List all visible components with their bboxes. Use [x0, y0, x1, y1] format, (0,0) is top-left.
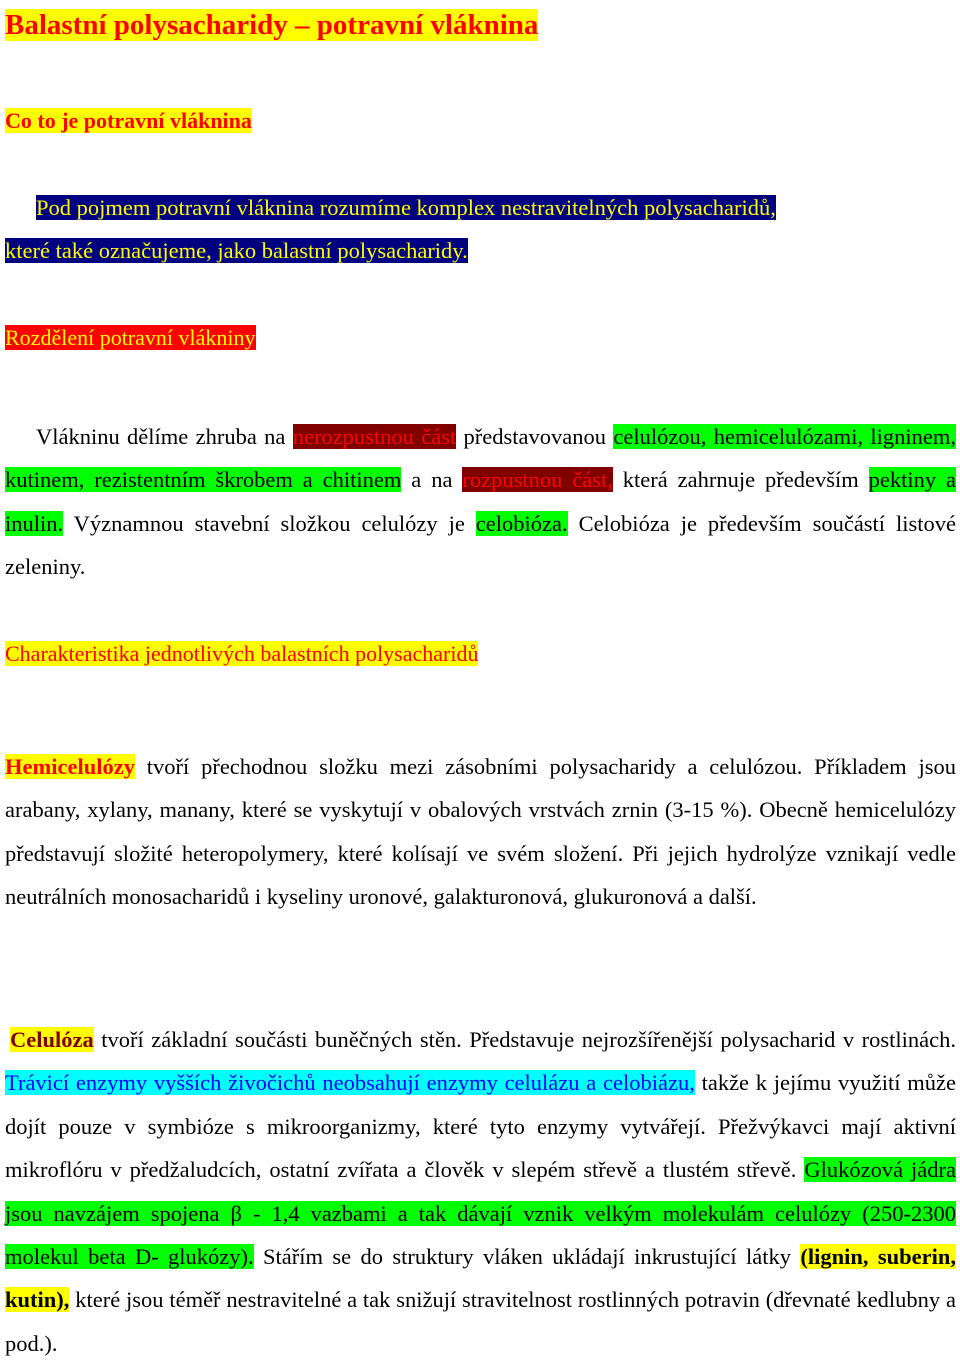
cellulose-text-b: takže k jejímu využití může dojít pouze v symbióze s mikroorganizmy, které tyto enzymy vytvářejí. Přežvýkavci mají aktivní mikroflóru v předžaludcích, ostatní zvířata a člověk v slepém střevě a tlustém střevě. [5, 1070, 956, 1183]
classification-text-c: a na [401, 467, 463, 493]
glucose-bonds-highlight: Glukózová jádra jsou navzájem spojena β - 1,4 vazbami a tak dávají vznik velkým molekulám celulózy (250-2300 molekul beta D- glukózy). [5, 1157, 957, 1270]
encrusting-substances-highlight: (lignin, suberin, kutin), [5, 1244, 957, 1313]
hemicellulose-paragraph [5, 745, 956, 919]
section-heading-definition [5, 106, 956, 136]
cellulose-text-d: které jsou téměř nestravitelné a tak snižují stravitelnost rostlinných potravin (dřevnaté kedlubny a pod.). [5, 1287, 956, 1356]
cellulose-paragraph [5, 1018, 956, 1365]
hemicellulose-text: tvoří přechodnou složku mezi zásobními polysacharidy a celulózou. Příkladem jsou arabany, xylany, manany, které se vyskytují v obalových vrstvách zrnin (3-15 %). Obecně hemicelulózy představují složité heteropolymery, které kolísají ve svém složení. Při jejich hydrolýze vznikají vedle neutrálních monosacharidů i kyseliny uronové, galakturonová, glukuronová a další. [5, 754, 956, 910]
insoluble-part-highlight: nerozpustnou část [292, 424, 457, 449]
soluble-components-highlight: pektiny a inulin. [5, 467, 956, 536]
section-heading-classification-text: Rozdělení potravní vlákniny [5, 325, 256, 350]
cellulose-text-a: tvoří základní součásti buněčných stěn. Představuje nejrozšířenější polysacharid v rostlinách. [93, 1027, 956, 1052]
section-heading-definition-text: Co to je potravní vláknina [5, 108, 252, 133]
classification-text-b: představovanou [456, 424, 614, 449]
document-title [5, 2, 956, 48]
enzymes-highlight: Trávicí enzymy vyšších živočichů neobsahují enzymy celulázu a celobiázu, [5, 1070, 695, 1096]
section-heading-classification [5, 323, 956, 353]
definition-paragraph [5, 186, 956, 273]
cellulose-text-c: Stářím se do struktury vláken ukládají inkrustující látky [253, 1244, 801, 1270]
cellulose-term: Celulóza [10, 1027, 94, 1052]
classification-paragraph [5, 415, 956, 589]
classification-text-e: Významnou stavební složkou celulózy je [63, 510, 476, 536]
celobioza-highlight: celobióza. [475, 510, 568, 536]
document-title-text: Balastní polysacharidy – potravní vláknina [5, 9, 539, 41]
classification-text-a: Vlákninu dělíme zhruba na [36, 424, 293, 449]
soluble-part-highlight: rozpustnou část, [462, 467, 613, 493]
section-heading-characteristics [5, 639, 956, 669]
section-heading-characteristics-text: Charakteristika jednotlivých balastních polysacharidů [5, 641, 479, 666]
definition-text-line1: Pod pojmem potravní vláknina rozumíme komplex nestravitelných polysacharidů, [36, 195, 776, 220]
definition-text-line2: které také označujeme, jako balastní polysacharidy. [5, 238, 468, 264]
classification-text-d: která zahrnuje především [612, 467, 869, 493]
insoluble-components-highlight: celulózou, hemicelulózami, ligninem, kutinem, rezistentním škrobem a chitinem [5, 424, 956, 493]
classification-text-f: Celobióza je především součástí listové zeleniny. [5, 510, 956, 580]
hemicellulose-term: Hemicelulózy [5, 754, 135, 779]
